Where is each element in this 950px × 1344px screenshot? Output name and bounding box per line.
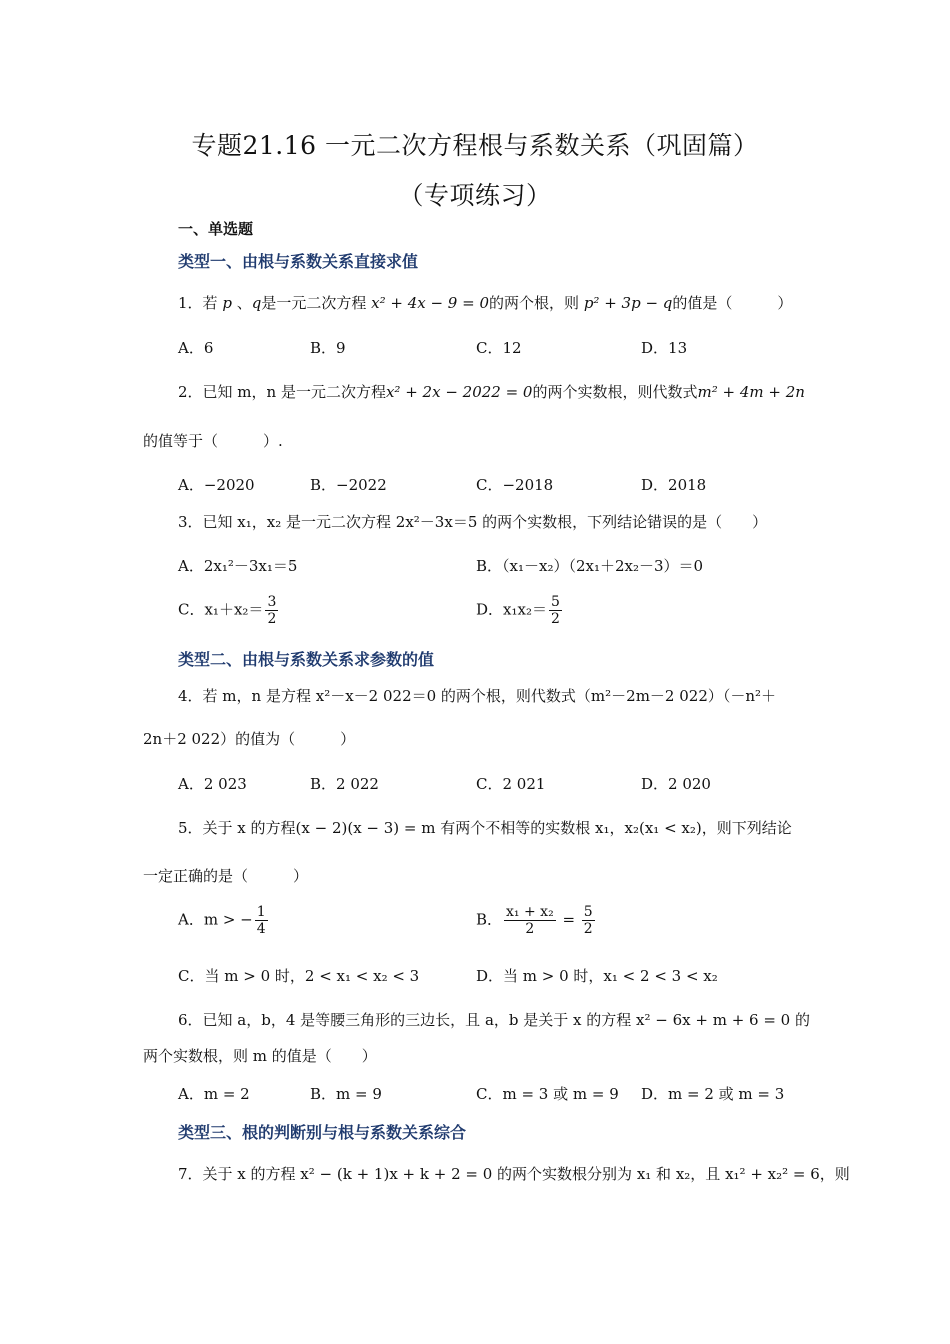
- q1-option-c: C．12: [476, 339, 522, 357]
- q3-option-a: A．2x₁²－3x₁＝5: [178, 557, 298, 575]
- section-heading: 一、单选题: [178, 220, 254, 238]
- q4-option-a: A．2 023: [178, 775, 247, 793]
- q5-option-b: B． $\frac{\text{x₁ + x₂}}{2}$ = $\frac{5}{2}$: [476, 904, 593, 938]
- question-1: 1．若 p 、q是一元二次方程 x² + 4x − 9 = 0的两个根，则 p² + 3p − q的值是（ ）: [178, 294, 793, 312]
- type-heading-3: 类型三、根的判断别与根与系数关系综合: [178, 1123, 467, 1142]
- q3-option-c: C．x₁＋x₂＝ $\frac{3}{2}$: [178, 594, 277, 628]
- question-4-line-2: 2n＋2 022）的值为（ ）: [143, 730, 356, 748]
- q2-option-d: D．2018: [641, 476, 707, 494]
- question-2: 2．已知 m，n 是一元二次方程x² + 2x − 2022 = 0的两个实数根，则代数式m² + 4m + 2n: [178, 383, 805, 401]
- question-5-line-2: 一定正确的是（ ）: [143, 867, 309, 885]
- q5-option-d: D．当 m > 0 时，x₁ < 2 < 3 < x₂: [476, 967, 718, 985]
- q6-option-a: A．m = 2: [178, 1085, 250, 1103]
- page-subtitle: （专项练习）: [398, 181, 552, 210]
- q3-option-d: D．x₁x₂＝ $\frac{5}{2}$: [476, 594, 560, 628]
- q1-option-d: D．13: [641, 339, 688, 357]
- question-4: 4．若 m，n 是方程 x²－x－2 022＝0 的两个根，则代数式（m²－2m－2 022）（－n²＋: [178, 687, 777, 705]
- q2-option-c: C．−2018: [476, 476, 554, 494]
- question-2-line-2: 的值等于（ ）.: [143, 432, 283, 450]
- question-3: 3．已知 x₁，x₂ 是一元二次方程 2x²－3x＝5 的两个实数根，下列结论错误的是（ ）: [178, 513, 768, 531]
- q6-option-d: D．m = 2 或 m = 3: [641, 1085, 785, 1103]
- page-title: 专题21.16 一元二次方程根与系数关系（巩固篇）: [191, 131, 759, 160]
- q2-option-a: A．−2020: [178, 476, 255, 494]
- q5-option-a: A．m > − $\frac{1}{4}$: [178, 904, 266, 938]
- type-heading-2: 类型二、由根与系数关系求参数的值: [178, 650, 435, 669]
- q5-option-c: C．当 m > 0 时，2 < x₁ < x₂ < 3: [178, 967, 420, 985]
- q4-option-c: C．2 021: [476, 775, 546, 793]
- question-5: 5．关于 x 的方程(x − 2)(x − 3) = m 有两个不相等的实数根 x₁，x₂(x₁ < x₂)，则下列结论: [178, 819, 792, 837]
- q6-option-b: B．m = 9: [310, 1085, 382, 1103]
- type-heading-1: 类型一、由根与系数关系直接求值: [178, 252, 419, 271]
- q1-option-a: A．6: [178, 339, 214, 357]
- question-7: 7．关于 x 的方程 x² − (k + 1)x + k + 2 = 0 的两个实数根分别为 x₁ 和 x₂，且 x₁² + x₂² = 6，则: [178, 1165, 850, 1183]
- q4-option-b: B．2 022: [310, 775, 379, 793]
- q6-option-c: C．m = 3 或 m = 9: [476, 1085, 619, 1103]
- question-6: 6．已知 a，b，4 是等腰三角形的三边长，且 a，b 是关于 x 的方程 x² − 6x + m + 6 = 0 的: [178, 1011, 810, 1029]
- q1-option-b: B．9: [310, 339, 346, 357]
- q3-option-b: B．（x₁－x₂）（2x₁＋2x₂－3）＝0: [476, 557, 704, 575]
- q2-option-b: B．−2022: [310, 476, 387, 494]
- q4-option-d: D．2 020: [641, 775, 711, 793]
- question-6-line-2: 两个实数根，则 m 的值是（ ）: [143, 1047, 377, 1065]
